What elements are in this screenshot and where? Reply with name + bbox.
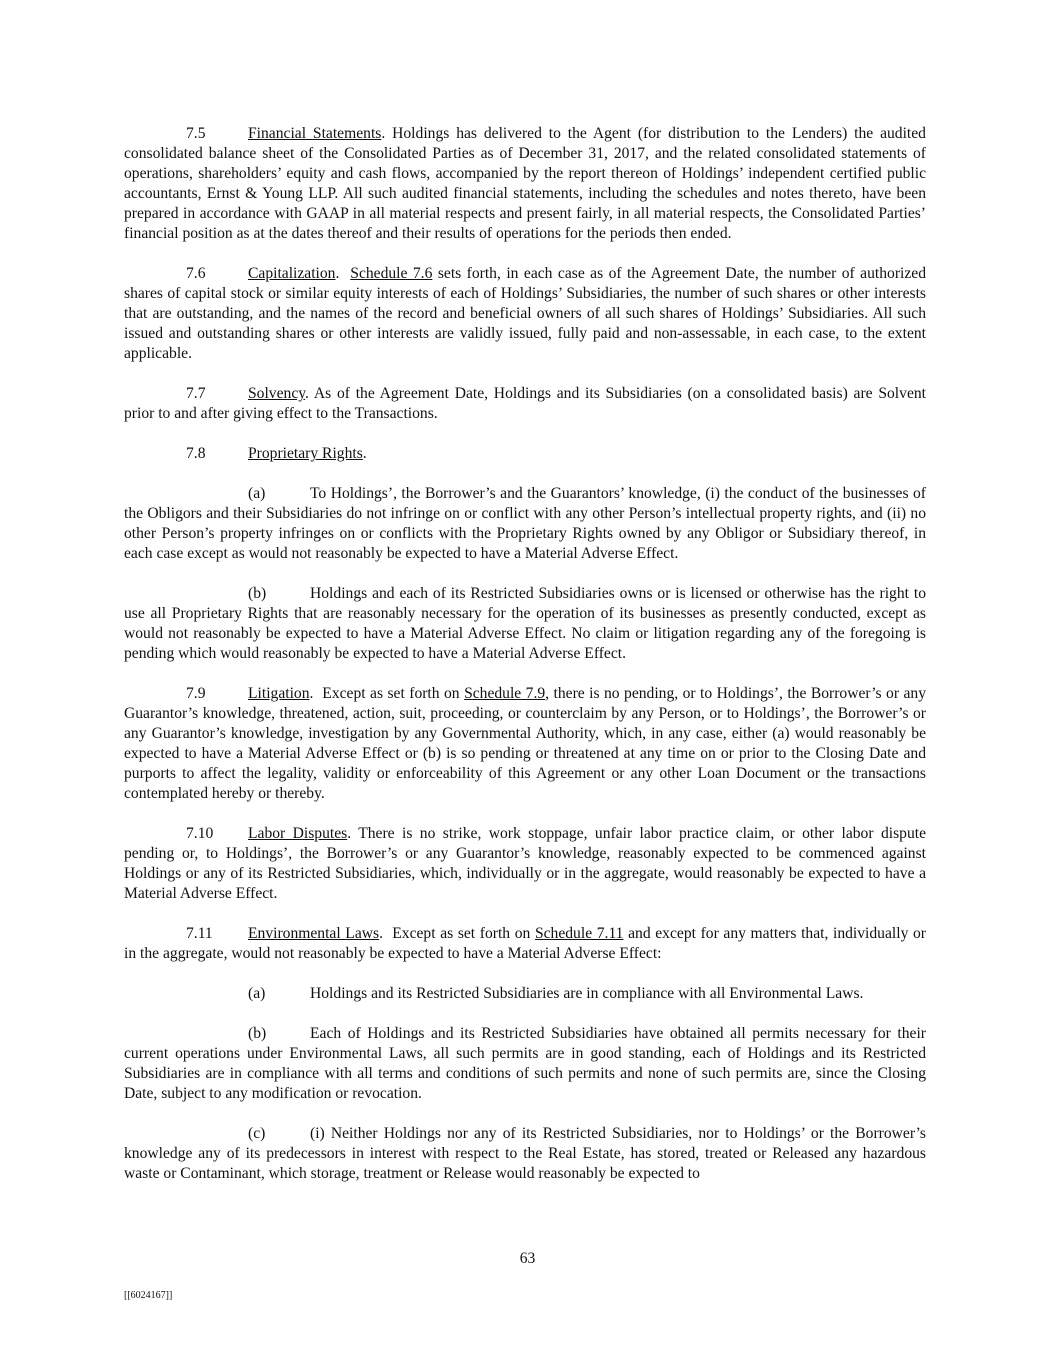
section-7-8 [124, 444, 926, 464]
section-number: 7.6 [186, 265, 206, 282]
clause-label: (c) [248, 1125, 266, 1142]
schedule-reference: Schedule 7.9 [464, 685, 546, 702]
section-number: 7.9 [186, 685, 206, 702]
clause-text: To Holdings’, the Borrower’s and the Guarantors’ knowledge, (i) the conduct of the businesses of the Obligors and their Subsidiaries do not infringe on or conflict with any other Person’s intellectual property rights, and (ii) no other Person’s property infringes on or conflicts with the Proprietary Rights owned by any Obligor or Subsidiary thereof, in each case except as would not reasonably be expected to have a Material Adverse Effect. [124, 485, 926, 562]
section-number: 7.10 [186, 825, 214, 842]
document-body [124, 124, 926, 1204]
section-number: 7.11 [186, 925, 213, 942]
section-text: . [362, 445, 367, 462]
section-text: and except for any matters that, individually or in the aggregate, would not reasonably be expected to have a Material Adverse Effect: [124, 925, 926, 962]
section-number: 7.7 [186, 385, 206, 402]
clause-label: (a) [248, 985, 266, 1002]
section-7-7 [124, 384, 926, 424]
page-number: 63 [519, 1250, 536, 1267]
section-7-6 [124, 264, 926, 364]
clause-7-11-a [124, 984, 926, 1004]
section-title: Solvency [248, 385, 306, 402]
section-number: 7.5 [186, 125, 206, 142]
section-text: . As of the Agreement Date, Holdings and its Subsidiaries (on a consolidated basis) are Solvent prior to and after giving effect to the Transactions. [124, 385, 926, 422]
schedule-reference: Schedule 7.11 [534, 925, 624, 942]
section-text: . [335, 265, 351, 282]
section-title: Financial Statements [248, 125, 382, 142]
section-title: Proprietary Rights [248, 445, 363, 462]
clause-7-11-c [124, 1124, 926, 1184]
section-text: . There is no strike, work stoppage, unfair labor practice claim, or other labor dispute pending or, to Holdings’, the Borrower’s or any Guarantor’s knowledge, reasonably expected to be commenced against Holdings or any of its Restricted Subsidiaries, which, individually or in the aggregate, would reasonably be expected to have a Material Adverse Effect. [124, 825, 926, 902]
section-7-5 [124, 124, 926, 244]
section-7-10 [124, 824, 926, 904]
section-title: Environmental Laws [248, 925, 380, 942]
section-7-9 [124, 684, 926, 804]
section-title: Labor Disputes [248, 825, 348, 842]
clause-text: Each of Holdings and its Restricted Subsidiaries have obtained all permits necessary for their current operations under Environmental Laws, all such permits are in good standing, each of Holdings and its Restricted Subsidiaries are in compliance with all terms and conditions of such permits and none of such permits are, since the Closing Date, subject to any modification or revocation. [124, 1025, 926, 1102]
clause-label: (b) [248, 1025, 267, 1042]
clause-text: (i) Neither Holdings nor any of its Restricted Subsidiaries, nor to Holdings’ or the Borrower’s knowledge any of its predecessors in interest with respect to the Real Estate, has stored, treated or Released any hazardous waste or Contaminant, which storage, treatment or Release would reasonably be expected to [124, 1125, 926, 1182]
section-title: Capitalization [248, 265, 336, 282]
clause-text: Holdings and each of its Restricted Subsidiaries owns or is licensed or otherwise has the right to use all Proprietary Rights that are reasonably necessary for the operation of its businesses as presently conducted, except as would not reasonably be expected to have a Material Adverse Effect. No claim or litigation regarding any of the foregoing is pending which would reasonably be expected to have a Material Adverse Effect. [124, 585, 926, 662]
section-text: . Except as set forth on [309, 685, 465, 702]
clause-label: (b) [248, 585, 267, 602]
section-text: . Holdings has delivered to the Agent (for distribution to the Lenders) the audited consolidated balance sheet of the Consolidated Parties as of December 31, 2017, and the related consolidated statements of operations, shareholders’ equity and cash flows, accompanied by the report thereon of Holdings’ independent certified public accountants, Ernst & Young LLP. All such audited financial statements, including the schedules and notes thereto, have been prepared in accordance with GAAP in all material respects and present fairly, in all material respects, the Consolidated Parties’ financial position as at the dates thereof and their results of operations for the periods then ended. [124, 125, 926, 242]
section-text: , there is no pending, or to Holdings’, the Borrower’s or any Guarantor’s knowledge, threatened, action, suit, proceeding, or counterclaim by any Person, or to Holdings’, the Borrower’s or any Guarantor’s knowledge, investigation by any Governmental Authority, which, in any case, either (a) would reasonably be expected to have a Material Adverse Effect or (b) is so pending or threatened at any time on or prior to the Closing Date and purports to affect the legality, validity or enforceability of this Agreement or any other Loan Document or the transactions contemplated hereby or thereby. [124, 685, 926, 802]
document-id: [[6024167]] [124, 1290, 173, 1301]
section-text: . Except as set forth on [379, 925, 535, 942]
section-number: 7.8 [186, 445, 206, 462]
section-7-11 [124, 924, 926, 964]
clause-7-8-a [124, 484, 926, 564]
section-title: Litigation [248, 685, 310, 702]
schedule-reference: Schedule 7.6 [350, 265, 433, 282]
clause-7-11-b [124, 1024, 926, 1104]
section-text: sets forth, in each case as of the Agreement Date, the number of authorized shares of capital stock or similar equity interests of each of Holdings’ Subsidiaries, the number of such shares or other interests that are outstanding, and the names of the record and beneficial owners of all such shares of Holdings’ Subsidiaries. All such issued and outstanding shares or other interests are validly issued, fully paid and non-assessable, in each case, to the extent applicable. [124, 265, 926, 362]
clause-text: Holdings and its Restricted Subsidiaries are in compliance with all Environmental Laws. [310, 985, 864, 1002]
clause-label: (a) [248, 485, 266, 502]
clause-7-8-b [124, 584, 926, 664]
